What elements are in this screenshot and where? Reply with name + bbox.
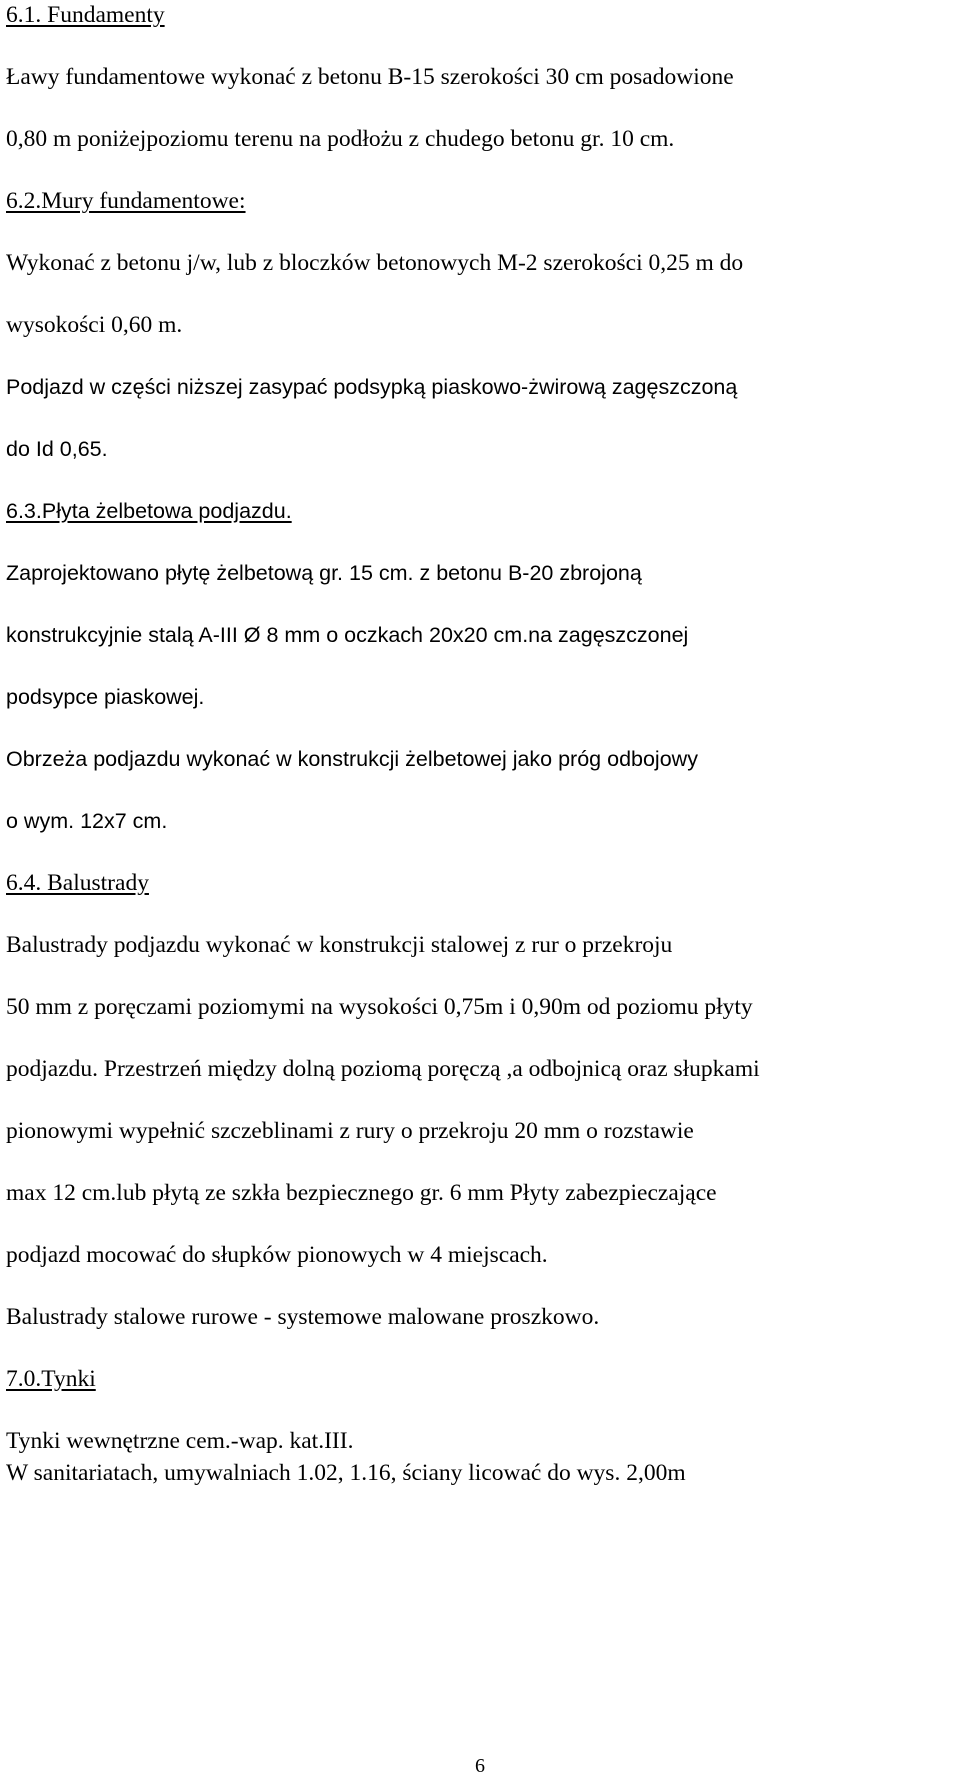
text-line: podsypce piaskowej. <box>6 685 205 709</box>
text-line: wysokości 0,60 m. <box>6 312 183 338</box>
text-line: Balustrady stalowe rurowe - systemowe malowane proszkowo. <box>6 1304 600 1330</box>
text-line: Podjazd w części niższej zasypać podsypką piaskowo-żwirową zagęszczoną <box>6 375 738 399</box>
text-line: Zaprojektowano płytę żelbetową gr. 15 cm. z betonu B-20 zbrojoną <box>6 561 642 585</box>
text-line: podjazd mocować do słupków pionowych w 4 miejscach. <box>6 1242 548 1268</box>
text-line: konstrukcyjnie stalą A-III Ø 8 mm o oczkach 20x20 cm.na zagęszczonej <box>6 623 689 647</box>
section-heading-6-3: 6.3.Płyta żelbetowa podjazdu. <box>6 499 292 523</box>
text-line: Balustrady podjazdu wykonać w konstrukcji stalowej z rur o przekroju <box>6 932 673 958</box>
text-line: podjazdu. Przestrzeń między dolną poziomą poręczą ,a odbojnicą oraz słupkami <box>6 1056 760 1082</box>
section-heading-7-0: 7.0.Tynki <box>6 1366 96 1392</box>
text-line: Tynki wewnętrzne cem.-wap. kat.III. <box>6 1428 354 1454</box>
text-line: pionowymi wypełnić szczeblinami z rury o przekroju 20 mm o rozstawie <box>6 1118 694 1144</box>
text-line: W sanitariatach, umywalniach 1.02, 1.16, ściany licować do wys. 2,00m <box>6 1460 686 1486</box>
text-line: Obrzeża podjazdu wykonać w konstrukcji żelbetowej jako próg odbojowy <box>6 747 698 771</box>
text-line: o wym. 12x7 cm. <box>6 809 168 833</box>
page-number: 6 <box>475 1755 485 1777</box>
section-heading-6-1: 6.1. Fundamenty <box>6 2 165 28</box>
text-line: Ławy fundamentowe wykonać z betonu B-15 szerokości 30 cm posadowione <box>6 64 734 90</box>
text-line: max 12 cm.lub płytą ze szkła bezpiecznego gr. 6 mm Płyty zabezpieczające <box>6 1180 717 1206</box>
text-line: 50 mm z poręczami poziomymi na wysokości 0,75m i 0,90m od poziomu płyty <box>6 994 753 1020</box>
text-line: 0,80 m poniżejpoziomu terenu na podłożu z chudego betonu gr. 10 cm. <box>6 126 675 152</box>
section-heading-6-2: 6.2.Mury fundamentowe: <box>6 188 246 214</box>
text-line: do Id 0,65. <box>6 437 108 461</box>
text-line: Wykonać z betonu j/w, lub z bloczków betonowych M-2 szerokości 0,25 m do <box>6 250 744 276</box>
section-heading-6-4: 6.4. Balustrady <box>6 870 149 896</box>
